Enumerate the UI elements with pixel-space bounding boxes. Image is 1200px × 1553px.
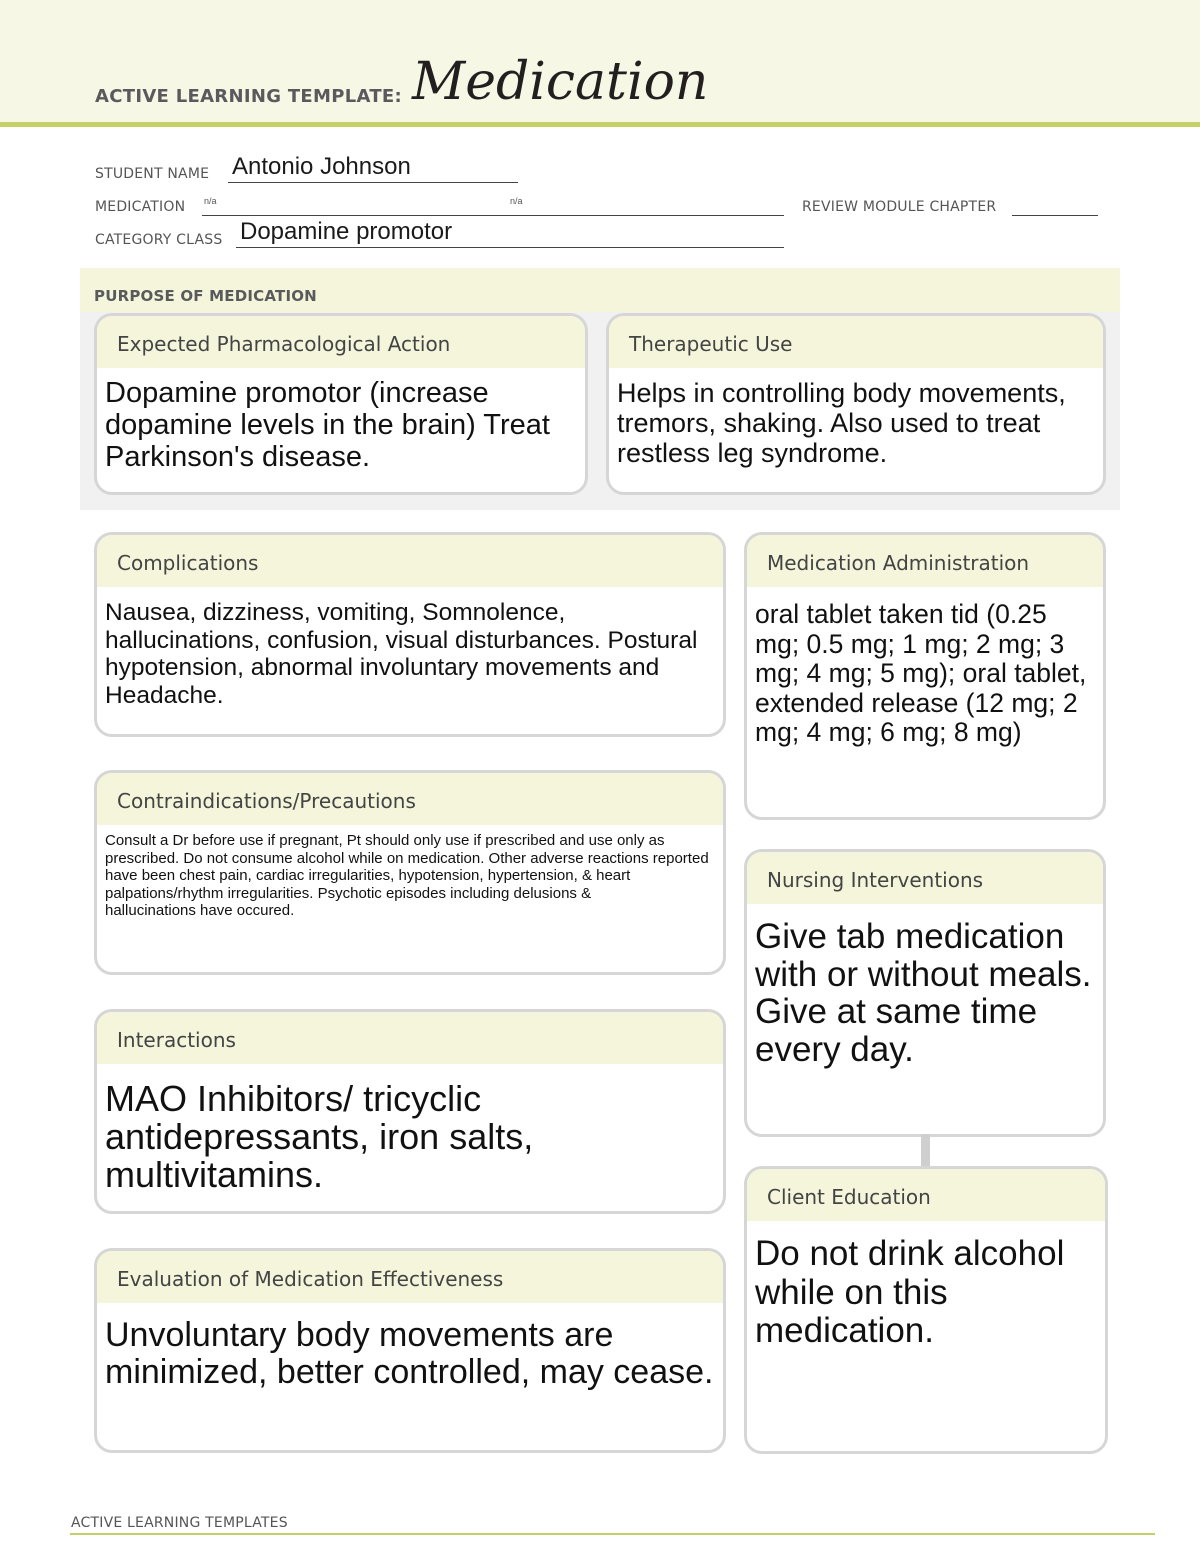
medication-label: MEDICATION xyxy=(95,199,186,215)
expected-action-text[interactable]: Dopamine promotor (increase dopamine levels in the brain) Treat Parkinson's disease. xyxy=(105,377,550,473)
contraindications-text-tail[interactable]: hallucinations have occured. xyxy=(105,902,295,919)
therapeutic-use-text[interactable]: Helps in controlling body movements, tremors, shaking. Also used to treat restless leg syndrome. xyxy=(617,378,1066,468)
evaluation-text[interactable]: Unvoluntary body movements are minimized, better controlled, may cease. xyxy=(105,1316,714,1391)
medication-mark: n/a xyxy=(510,196,523,206)
client-education-box xyxy=(744,1166,1108,1454)
complications-box xyxy=(94,532,726,737)
complications-title: Complications xyxy=(97,535,723,587)
medication-line[interactable] xyxy=(202,215,784,216)
category-class-label: CATEGORY CLASS xyxy=(95,232,223,248)
student-name-value[interactable]: Antonio Johnson xyxy=(232,153,411,180)
page-title: Medication xyxy=(412,52,709,112)
header-rule xyxy=(0,122,1200,127)
therapeutic-use-title: Therapeutic Use xyxy=(609,316,1103,368)
nursing-interventions-title: Nursing Interventions xyxy=(747,852,1103,904)
purpose-label: PURPOSE OF MEDICATION xyxy=(94,287,317,305)
review-module-line[interactable] xyxy=(1012,215,1098,216)
review-module-label: REVIEW MODULE CHAPTER xyxy=(802,199,997,215)
contraindications-text[interactable]: Consult a Dr before use if pregnant, Pt should only use if prescribed and use only as prescribed. Do not consume alcohol while on medication. Other adverse reactions reported have been chest pain, cardiac irregularities, hypotension, hypertension, & heart palpations/rhythm irregularities. Psychotic episodes including delusions & xyxy=(105,832,709,902)
contraindications-body xyxy=(97,825,723,920)
therapeutic-use-box xyxy=(606,313,1106,495)
interactions-box xyxy=(94,1009,726,1214)
category-class-line xyxy=(236,247,784,248)
contraindications-box xyxy=(94,770,726,975)
category-class-value[interactable]: Dopamine promotor xyxy=(240,218,453,245)
medication-administration-text[interactable]: oral tablet taken tid (0.25 mg; 0.5 mg; 1 mg; 2 mg; 3 mg; 4 mg; 5 mg); oral tablet, extended release (12 mg; 2 mg; 4 mg; 6 mg; 8 mg) xyxy=(755,599,1087,747)
student-name-label: STUDENT NAME xyxy=(95,166,210,182)
expected-action-title: Expected Pharmacological Action xyxy=(97,316,585,368)
nursing-interventions-text[interactable]: Give tab medication with or without meals. Give at same time every day. xyxy=(755,917,1092,1069)
interactions-title: Interactions xyxy=(97,1012,723,1064)
client-education-text[interactable]: Do not drink alcohol while on this medication. xyxy=(755,1234,1065,1350)
client-education-title: Client Education xyxy=(747,1169,1105,1221)
medication-administration-box xyxy=(744,532,1106,820)
medication-mark: n/a xyxy=(204,196,217,206)
footer-label: ACTIVE LEARNING TEMPLATES xyxy=(71,1515,288,1531)
complications-text[interactable]: Nausea, dizziness, vomiting, Somnolence, hallucinations, confusion, visual disturbances. Postural hypotension, abnormal involuntary movements and Headache. xyxy=(105,599,698,709)
template-label: ACTIVE LEARNING TEMPLATE: xyxy=(95,86,402,107)
evaluation-box xyxy=(94,1248,726,1453)
interactions-text[interactable]: MAO Inhibitors/ tricyclic antidepressants, iron salts, multivitamins. xyxy=(105,1078,534,1195)
evaluation-title: Evaluation of Medication Effectiveness xyxy=(97,1251,723,1303)
footer-rule xyxy=(70,1533,1155,1535)
expected-action-box xyxy=(94,313,588,495)
contraindications-title: Contraindications/Precautions xyxy=(97,773,723,825)
medication-administration-title: Medication Administration xyxy=(747,535,1103,587)
student-name-line xyxy=(228,182,518,183)
column-connector xyxy=(921,1134,930,1167)
nursing-interventions-box xyxy=(744,849,1106,1137)
